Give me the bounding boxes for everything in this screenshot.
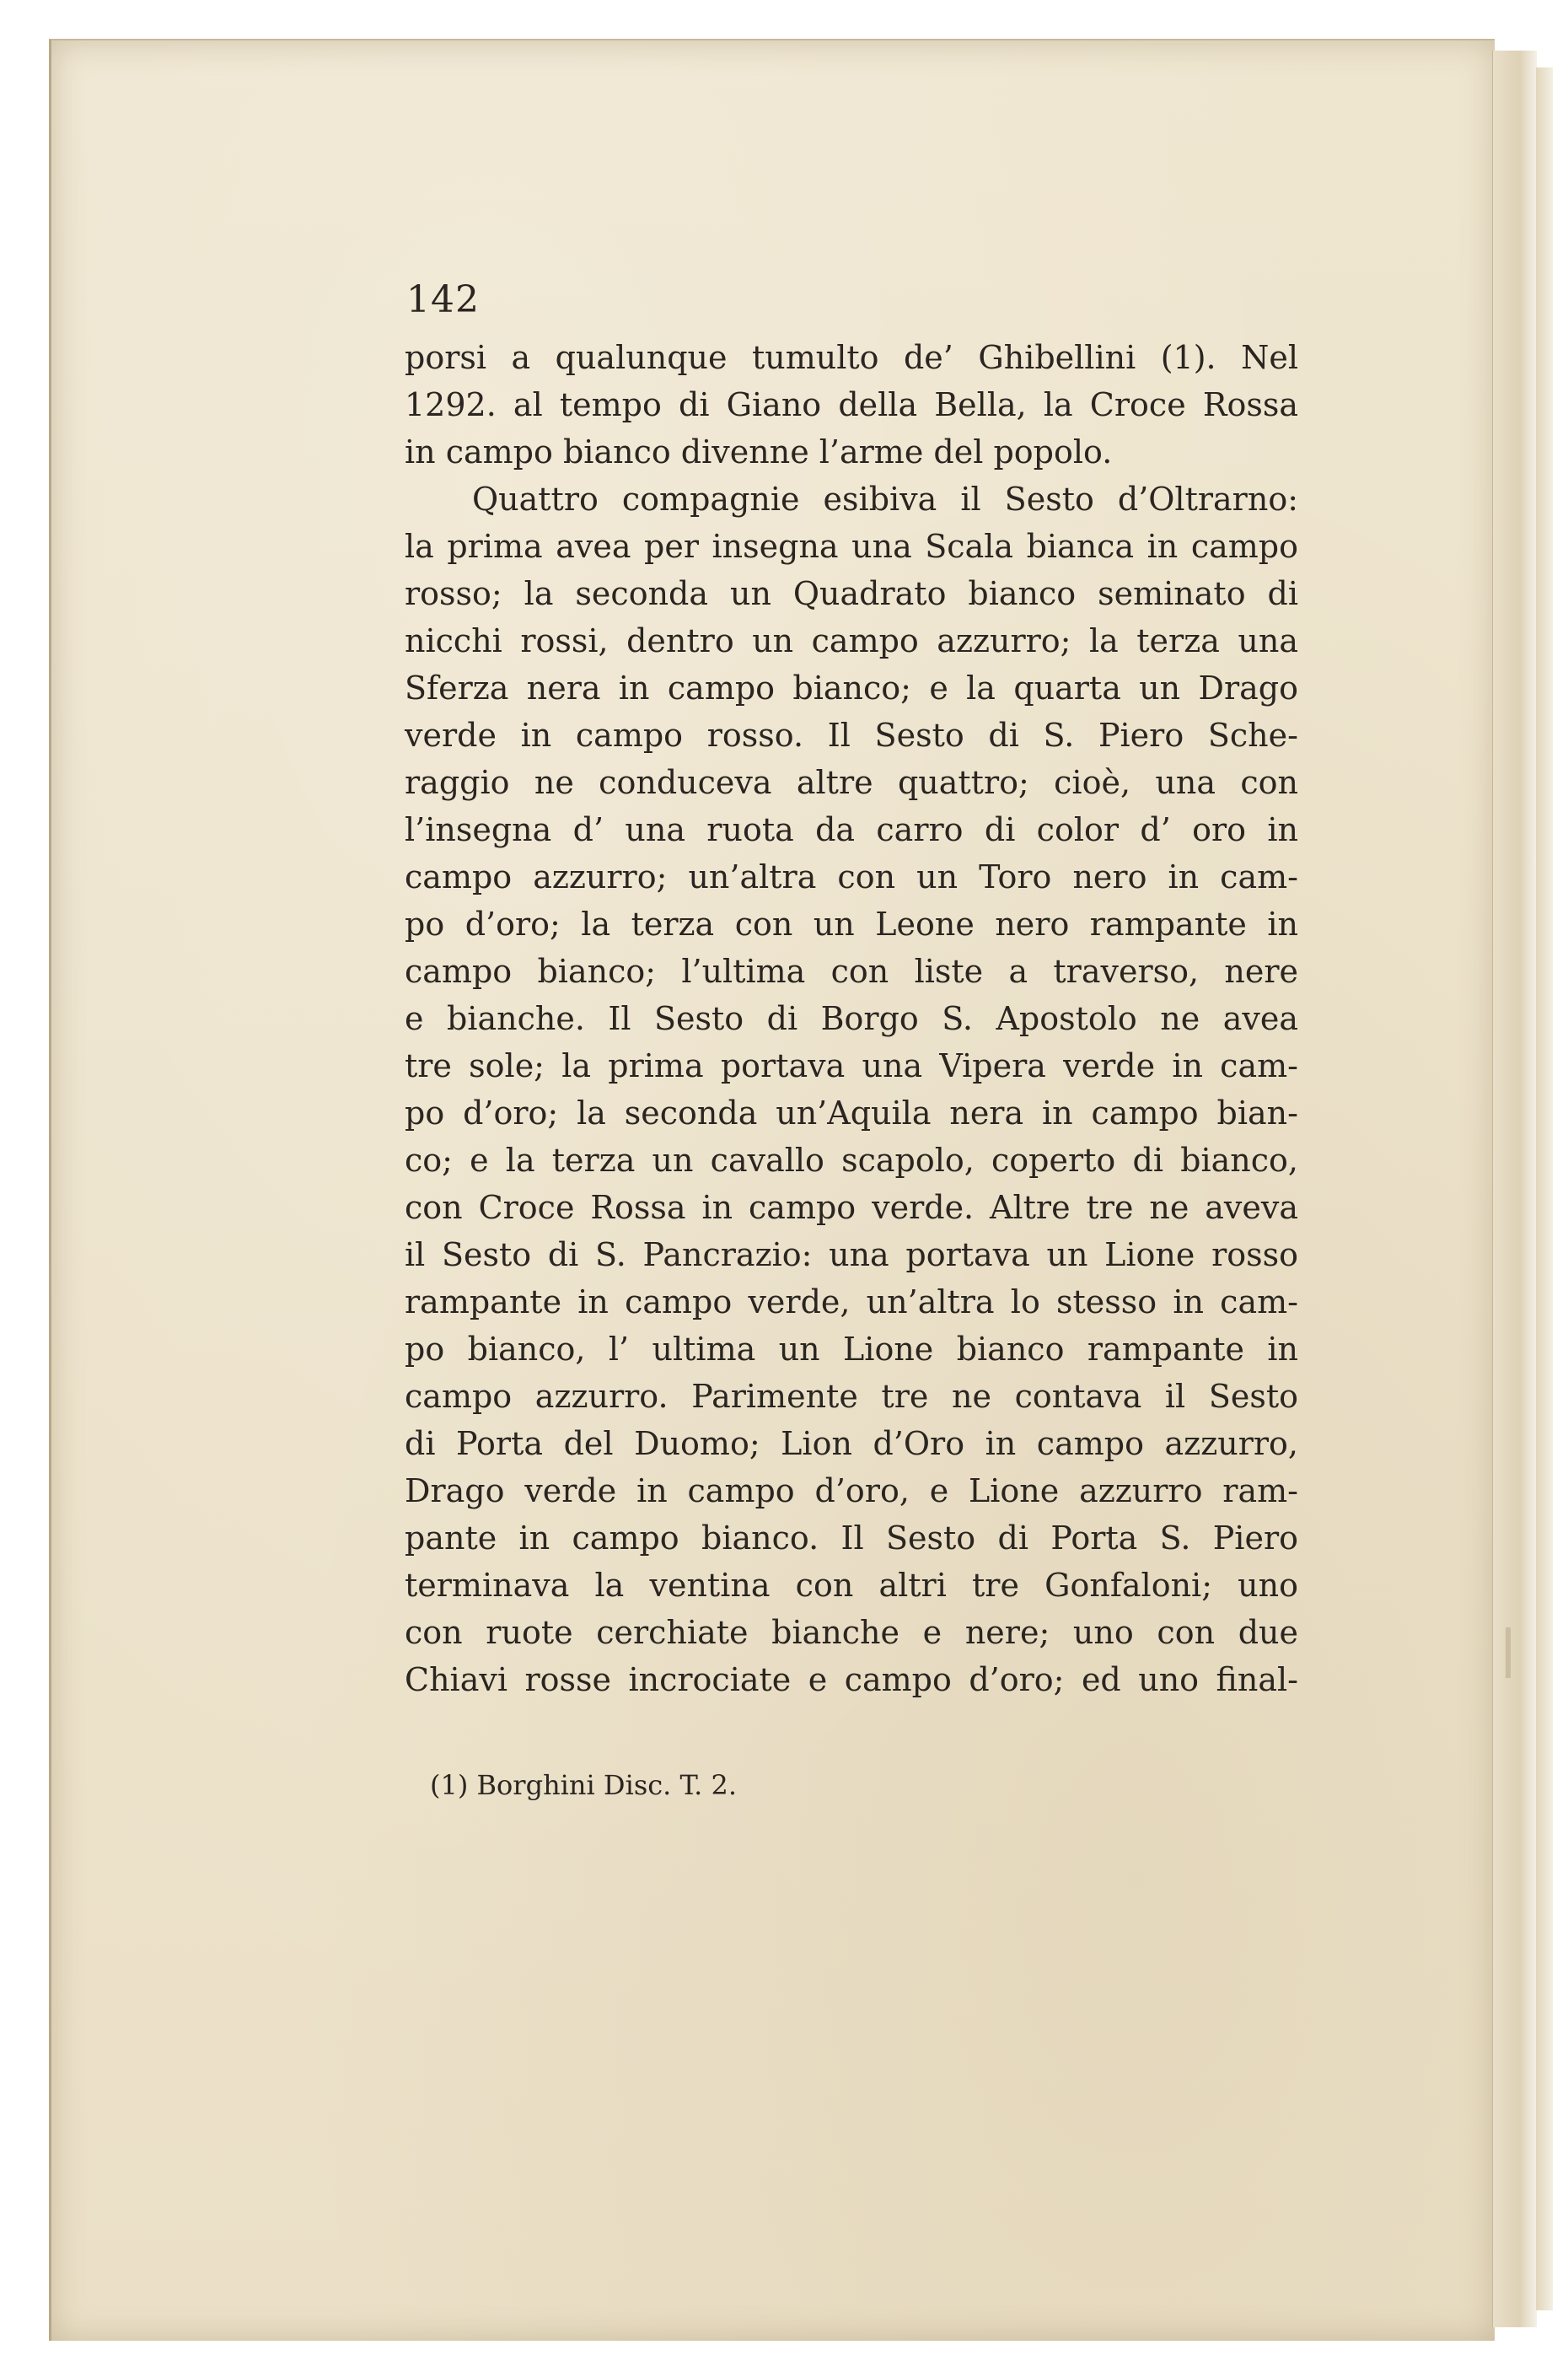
text-line: pante in campo bianco. Il Sesto di Porta S. Piero (405, 1519, 1298, 1557)
footnote: (1) Borghini Disc. T. 2. (430, 1769, 738, 1801)
page-edge (1492, 51, 1537, 2327)
text-line: con Croce Rossa in campo verde. Altre tre ne aveva (405, 1189, 1298, 1226)
text-line: la prima avea per insegna una Scala bianca in campo (405, 528, 1298, 565)
text-line: 1292. al tempo di Giano della Bella, la Croce Rossa (405, 386, 1298, 423)
text-line: Drago verde in campo d’oro, e Lione azzurro ram- (405, 1472, 1298, 1509)
text-line: porsi a qualunque tumulto de’ Ghibellini (1). Nel (405, 339, 1298, 376)
text-line: Sferza nera in campo bianco; e la quarta un Drago (405, 670, 1298, 707)
text-line: raggio ne conduceva altre quattro; cioè, una con (405, 764, 1298, 801)
text-line: co; e la terza un cavallo scapolo, coperto di bianco, (405, 1142, 1298, 1179)
text-line: verde in campo rosso. Il Sesto di S. Piero Sche- (405, 717, 1298, 754)
text-line: campo azzurro; un’altra con un Toro nero in cam- (405, 858, 1298, 895)
text-line: e bianche. Il Sesto di Borgo S. Apostolo ne avea (405, 1000, 1298, 1037)
text-line: tre sole; la prima portava una Vipera verde in cam- (405, 1047, 1298, 1084)
text-line: Quattro compagnie esibiva il Sesto d’Oltrarno: (472, 481, 1298, 518)
text-line: il Sesto di S. Pancrazio: una portava un Lione rosso (405, 1236, 1298, 1273)
text-line: campo bianco; l’ultima con liste a traverso, nere (405, 953, 1298, 990)
text-line: Chiavi rosse incrociate e campo d’oro; ed uno final- (405, 1661, 1298, 1698)
text-line: in campo bianco divenne l’arme del popolo. (405, 433, 1113, 471)
text-line: con ruote cerchiate bianche e nere; uno con due (405, 1614, 1298, 1651)
text-line: terminava la ventina con altri tre Gonfaloni; uno (405, 1567, 1298, 1604)
text-line: po bianco, l’ ultima un Lione bianco rampante in (405, 1331, 1298, 1368)
text-line: l’insegna d’ una ruota da carro di color d’ oro in (405, 811, 1298, 848)
text-line: nicchi rossi, dentro un campo azzurro; la terza una (405, 622, 1298, 659)
page-number: 142 (406, 278, 480, 321)
page-fold-mark (1506, 1627, 1511, 1678)
text-line: po d’oro; la terza con un Leone nero rampante in (405, 906, 1298, 943)
page-edge-outer (1536, 67, 1553, 2310)
text-line: rosso; la seconda un Quadrato bianco seminato di (405, 575, 1298, 612)
text-line: po d’oro; la seconda un’Aquila nera in campo bian- (405, 1094, 1298, 1132)
text-line: campo azzurro. Parimente tre ne contava il Sesto (405, 1378, 1298, 1415)
text-line: rampante in campo verde, un’altra lo stesso in cam- (405, 1283, 1298, 1320)
text-line: di Porta del Duomo; Lion d’Oro in campo azzurro, (405, 1425, 1298, 1462)
